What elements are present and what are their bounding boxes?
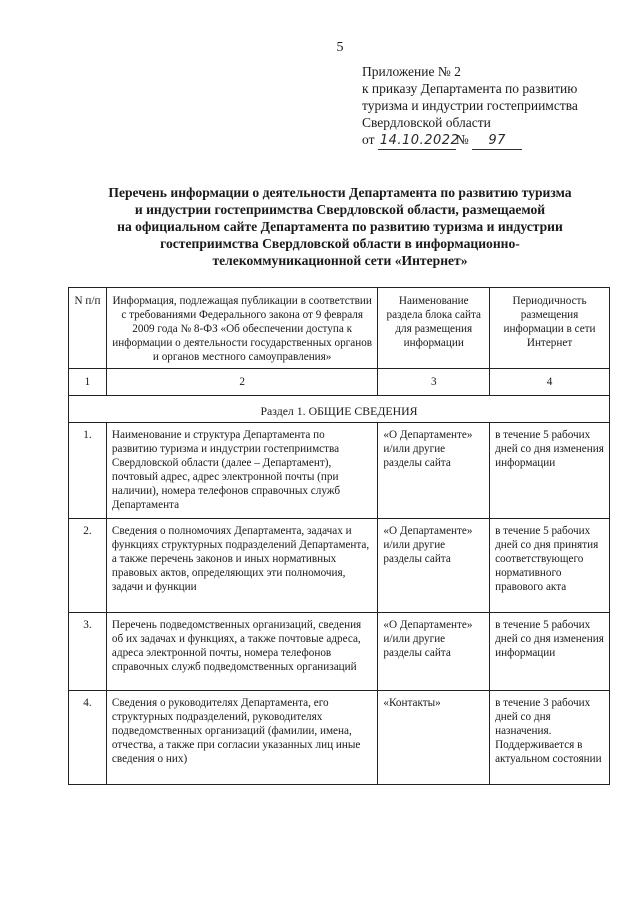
number-prefix: № xyxy=(455,132,469,147)
header-number: N п/п xyxy=(69,288,107,369)
row-information: Сведения о полномочиях Департамента, задачах и функциях структурных подразделений Департамента, а также перечень законов и иных нормативных правовых актов, определяющих эти полномочия, задачи и функции xyxy=(106,519,378,613)
row-information: Перечень подведомственных организаций, сведения об их задачах и функциях, а также почтовые адреса, адреса электронной почты, номера телефонов справочных служб подведомственных организаций xyxy=(106,613,378,691)
header-row xyxy=(69,288,610,369)
row-number: 4. xyxy=(69,691,107,785)
table-row xyxy=(69,691,610,785)
header-information: Информация, подлежащая публикации в соответствии с требованиями Федерального закона от 9 февраля 2009 года № 8-ФЗ «Об обеспечении доступа к информации о деятельности государственных органов и органов местного самоуправления» xyxy=(106,288,378,369)
row-periodicity: в течение 5 рабочих дней со дня изменения информации xyxy=(490,423,610,519)
section-row xyxy=(69,396,610,423)
page-number: 5 xyxy=(336,40,344,55)
row-site-section: «Контакты» xyxy=(378,691,490,785)
title-line: Перечень информации о деятельности Департамента по развитию туризма xyxy=(108,185,572,200)
table-row xyxy=(69,423,610,519)
document-title xyxy=(70,184,610,269)
appendix-line-2: к приказу Департамента по развитию xyxy=(362,81,578,96)
row-information: Сведения о руководителях Департамента, его структурных подразделений, руководителях подведомственных организаций (фамилии, имена, отчества, а также при согласии указанных лиц иные сведения о них) xyxy=(106,691,378,785)
title-line: и индустрии гостеприимства Свердловской области, размещаемой xyxy=(134,202,546,217)
column-number: 2 xyxy=(106,369,378,396)
information-table xyxy=(68,287,610,785)
date-prefix: от xyxy=(362,132,375,147)
handwritten-date: 14.10.2022 xyxy=(379,133,460,148)
column-numbers-row xyxy=(69,369,610,396)
row-information: Наименование и структура Департамента по развитию туризма и индустрии гостеприимства Свердловской области (далее – Департамент), почтовый адрес, адрес электронной почты (при наличии), номера телефонов справочных служб Департамента xyxy=(106,423,378,519)
appendix-date-line xyxy=(362,131,640,150)
row-periodicity: в течение 5 рабочих дней со дня изменения информации xyxy=(490,613,610,691)
row-number: 2. xyxy=(69,519,107,613)
handwritten-number: 97 xyxy=(472,131,522,150)
appendix-block xyxy=(362,63,640,150)
appendix-line-1: Приложение № 2 xyxy=(362,64,461,79)
row-periodicity: в течение 5 рабочих дней со дня принятия соответствующего нормативного правового акта xyxy=(490,519,610,613)
table-row xyxy=(69,519,610,613)
header-site-section: Наименование раздела блока сайта для размещения информации xyxy=(378,288,490,369)
title-line: на официальном сайте Департамента по развитию туризма и индустрии xyxy=(117,219,563,234)
table-row xyxy=(69,613,610,691)
title-line: гостеприимства Свердловской области в информационно- xyxy=(160,236,520,251)
row-number: 3. xyxy=(69,613,107,691)
row-site-section: «О Департаменте» и/или другие разделы сайта xyxy=(378,613,490,691)
row-periodicity: в течение 3 рабочих дней со дня назначения. Поддерживается в актуальном состоянии xyxy=(490,691,610,785)
header-periodicity: Периодичность размещения информации в сети Интернет xyxy=(490,288,610,369)
column-number: 1 xyxy=(69,369,107,396)
section-title: Раздел 1. ОБЩИЕ СВЕДЕНИЯ xyxy=(69,396,610,423)
column-number: 3 xyxy=(378,369,490,396)
row-site-section: «О Департаменте» и/или другие разделы сайта xyxy=(378,519,490,613)
row-number: 1. xyxy=(69,423,107,519)
appendix-line-3: туризма и индустрии гостеприимства xyxy=(362,98,578,113)
title-line: телекоммуникационной сети «Интернет» xyxy=(212,253,468,268)
row-site-section: «О Департаменте» и/или другие разделы сайта xyxy=(378,423,490,519)
appendix-line-4: Свердловской области xyxy=(362,115,491,130)
column-number: 4 xyxy=(490,369,610,396)
